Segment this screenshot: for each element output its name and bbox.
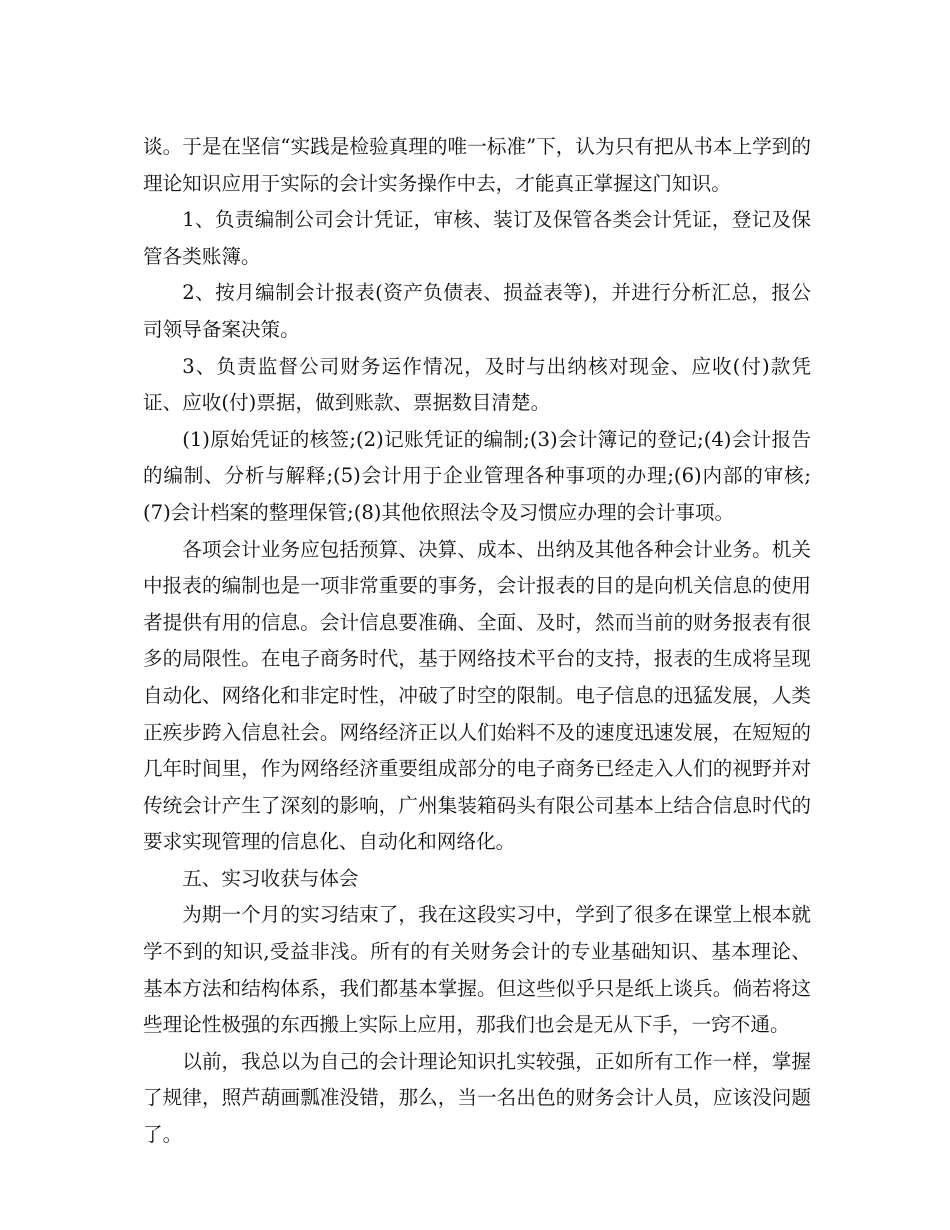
paragraph-6: 各项会计业务应包括预算、决算、成本、出纳及其他各种会计业务。机关中报表的编制也是一项非常重要的事务，会计报表的目的是向机关信息的使用者提供有用的信息。会计信息要准确、全面、及时，然而当前的财务报表有很多的局限性。在电子商务时代，基于网络技术平台的支持，报表的生成将呈现自动化、网络化和非定时性，冲破了时空的限制。电子信息的迅猛发展，人类正疾步跨入信息社会。网络经济正以人们始料不及的速度迅速发展，在短短的几年时间里，作为网络经济重要组成部分的电子商务已经走入人们的视野并对传统会计产生了深刻的影响，广州集装箱码头有限公司基本上结合信息时代的要求实现管理的信息化、自动化和网络化。 [143, 537, 811, 854]
paragraph-7: 为期一个月的实习结束了，我在这段实习中，学到了很多在课堂上根本就学不到的知识,受益非浅。所有的有关财务会计的专业基础知识、基本理论、基本方法和结构体系，我们都基本掌握。但这些似乎只是纸上谈兵。倘若将这些理论性极强的东西搬上实际上应用，那我们也会是无从下手，一窍不通。 [143, 903, 811, 1037]
paragraph-2: 1、负责编制公司会计凭证，审核、装订及保管各类会计凭证，登记及保管各类账簿。 [143, 208, 811, 268]
document-body [143, 129, 811, 1154]
paragraph-4: 3、负责监督公司财务运作情况，及时与出纳核对现金、应收(付)款凭证、应收(付)票据，做到账款、票据数目清楚。 [143, 354, 811, 415]
paragraph-5: (1)原始凭证的核签;(2)记账凭证的编制;(3)会计簿记的登记;(4)会计报告的编制、分析与解释;(5)会计用于企业管理各种事项的办理;(6)内部的审核;(7)会计档案的整理保管;(8)其他依照法令及习惯应办理的会计事项。 [143, 427, 811, 524]
paragraph-1: 谈。于是在坚信“实践是检验真理的唯一标准”下，认为只有把从书本上学到的理论知识应用于实际的会计实务操作中去，才能真正掌握这门知识。 [143, 135, 811, 195]
paragraph-8: 以前，我总以为自己的会计理论知识扎实较强，正如所有工作一样，掌握了规律，照芦葫画瓢准没错，那么，当一名出色的财务会计人员，应该没问题了。 [143, 1049, 811, 1147]
paragraph-3: 2、按月编制会计报表(资产负债表、损益表等)，并进行分析汇总，报公司领导备案决策。 [143, 281, 811, 341]
section-heading: 五、实习收获与体会 [182, 866, 359, 890]
